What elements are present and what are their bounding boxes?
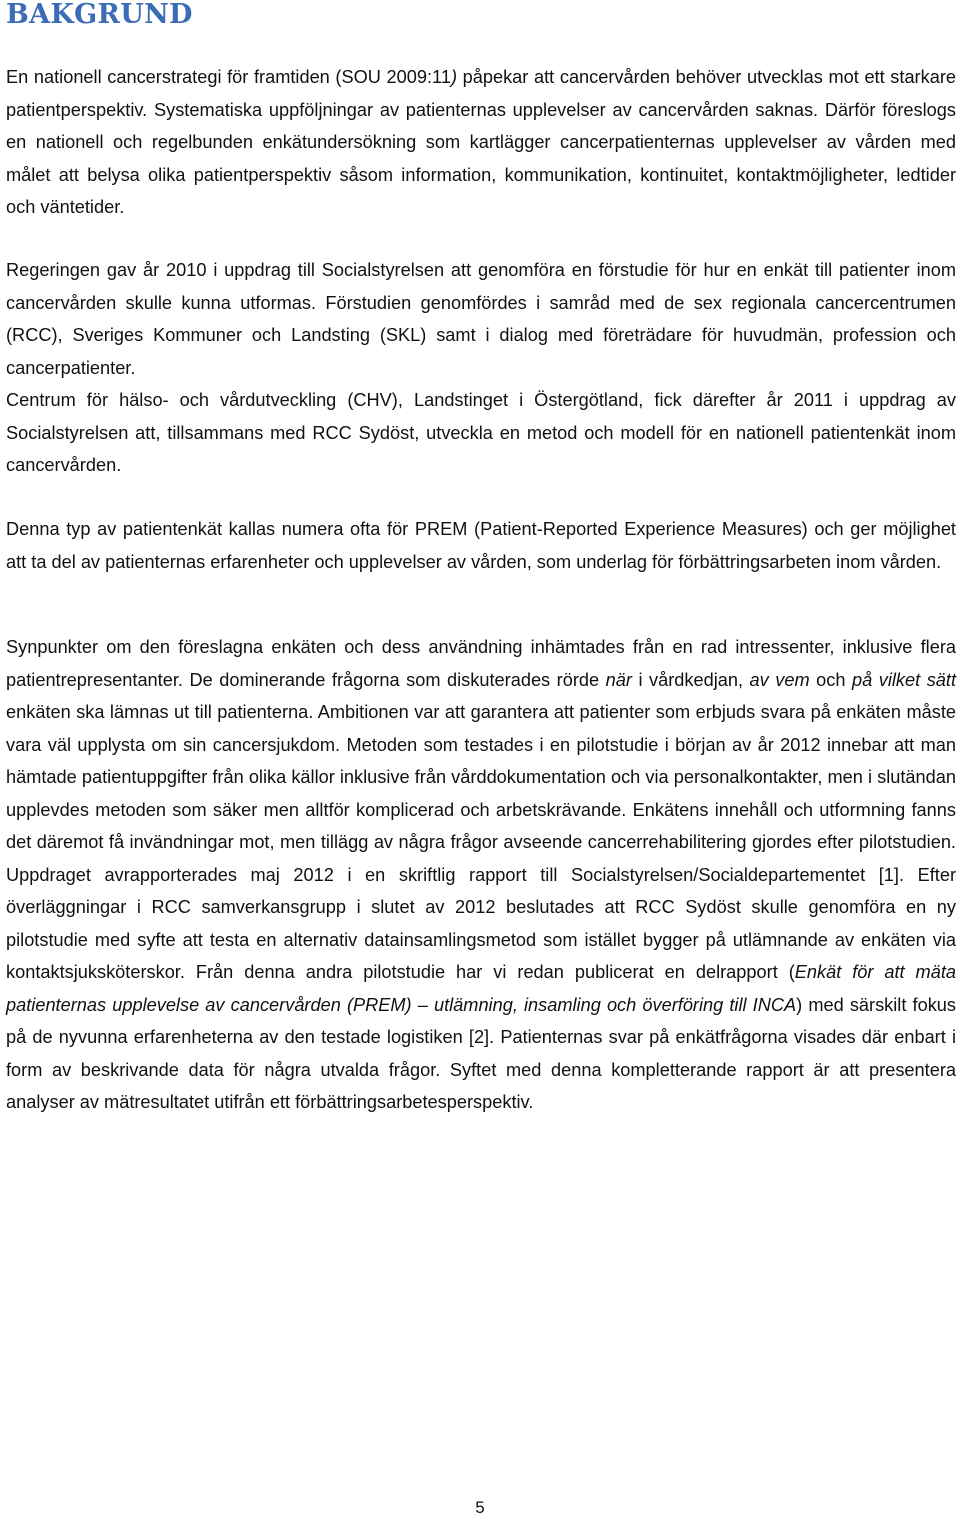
paragraph-5-text-a: Synpunkter om den föreslagna enkäten och dess användning inhämtades från en rad intressenter, inklusive flera patientrepresentanter. De dominerande frågorna som diskuterades rörde [6,637,956,690]
paragraph-5-text-d: enkäten ska lämnas ut till patienterna. Ambitionen var att garantera att patienter som erbjuds svara på enkäten måste vara väl upplysta om sin cancersjukdom. Metoden som testades i en pilotstudie i början av år 2012 innebar att man hämtade patientuppgifter från olika källor inklusive från vårddokumentation och via personalkontakter, men i slutändan upplevdes metoden som säker men alltför komplicerad och arbetskrävande. Enkätens innehåll och utformning fanns det däremot få invändningar mot, men tillägg av några frågor avseende cancerrehabilitering gjordes efter pilotstudien. Uppdraget avrapporterades maj 2012 i en skriftlig rapport till Socialstyrelsen/Socialdepartementet [1]. Efter överläggningar i RCC samverkansgrupp i slutet av 2012 beslutades att RCC Sydöst skulle genomföra en ny pilotstudie med syfte att testa en alternativ datainsamlingsmetod som istället bygger på utlämnande av enkäten via kontaktsjuksköterskor. Från denna andra pilotstudie har vi redan publicerat en delrapport ( [6,702,956,982]
paragraph-1 [6,61,956,224]
paragraph-2: Regeringen gav år 2010 i uppdrag till Socialstyrelsen att genomföra en förstudie för hur en enkät till patienter inom cancervården skulle kunna utformas. Förstudien genomfördes i samråd med de sex regionala cancercentrumen (RCC), Sveriges Kommuner och Landsting (SKL) samt i dialog med företrädare för huvudmän, profession och cancerpatienter. [6,260,956,378]
paragraph-5-italic-when: när [605,669,632,690]
paragraph-5-italic-report-title: Enkät för att mäta patienternas upplevelse av cancervården (PREM) – utlämning, insamling och överföring till INCA [6,962,956,1015]
paragraph-5-text-c: och [809,669,852,690]
paragraph-5-text-b: i vårdkedjan, [631,669,750,690]
paragraph-5-italic-in-what-way: på vilket sätt [852,669,957,690]
paragraph-5-text-e: ) med särskilt fokus på de nyvunna erfarenheterna av den testade logistiken [2]. Patienternas svar på enkätfrågorna visades där enbart i form av beskrivande data för några utvalda frågor. Syftet med denna kompletterande rapport är att presentera analyser av mätresultatet utifrån ett förbättringsarbetesperspektiv. [6,994,956,1112]
section-heading: BAKGRUND [6,0,193,30]
paragraph-5-italic-by-whom: av vem [749,669,810,690]
paragraph-4: Denna typ av patientenkät kallas numera ofta för PREM (Patient-Reported Experience Measures) och ger möjlighet att ta del av patienternas erfarenheter och upplevelser av vården, som underlag för förbättringsarbeten inom vården. [6,519,956,572]
paragraph-1-text-b: påpekar att cancervården behöver utvecklas mot ett starkare patientperspektiv. Systematiska uppföljningar av patienternas upplevelser av cancervården saknas. Därför föreslogs en nationell och regelbunden enkätundersökning som kartlägger cancerpatienternas upplevelser av vården med målet att belysa olika patientperspektiv såsom information, kommunikation, kontinuitet, kontaktmöjligheter, ledtider och väntetider. [6,67,956,217]
paragraph-3: Centrum för hälso- och vårdutveckling (CHV), Landstinget i Östergötland, fick därefter år 2011 i uppdrag av Socialstyrelsen att, tillsammans med RCC Sydöst, utveckla en metod och modell för en nationell patientenkät inom cancervården. [6,390,956,475]
paragraph-1-italic-paren: ) [450,67,457,87]
page-number: 5 [475,1498,485,1517]
paragraph-5 [6,631,956,1119]
paragraph-1-text-a: En nationell cancerstrategi för framtiden (SOU 2009:11 [6,67,451,87]
